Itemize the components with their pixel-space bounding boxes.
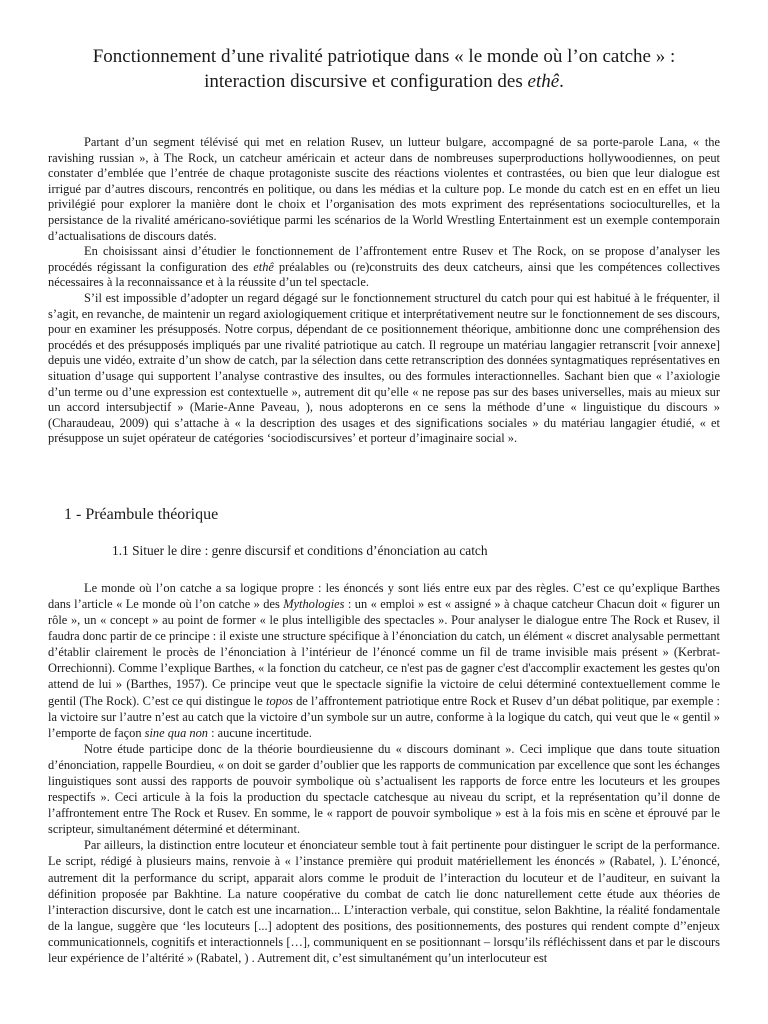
title-line-2-prefix: interaction discursive et configuration des	[204, 71, 528, 92]
intro-paragraph-3: S’il est impossible d’adopter un regard dégagé sur le fonctionnement structurel du catch pour qui est habitué à le fréquenter, il s’agit, en revanche, de maintenir un regard axiologiquement critique et interprétativement neutre sur le fonctionnement de ses discours, pour en examiner les présupposés. Notre corpus, dépendant de ce positionnement théorique, ambitionne donc une compréhension des procédés et des présupposés impliqués par une rivalité patriotique au catch. Il regroupe un matériau langagier retranscrit [voir annexe] depuis une vidéo, extraite d’un show de catch, par la sélection dans cette retranscription des données syntagmatiques représentatives en situation d’usage qui supportent l’analyse contrastive des insultes, ou des formules interactionnelles. Sachant bien que « l’axiologie d’un terme ou d’une expression est contextuelle », autrement dit qu’elle « ne repose pas sur des bases universelles, mais au mieux sur un accord intersubjectif » (Marie-Anne Paveau, ), nous adopterons en ce sens la méthode d’une « linguistique du discours » (Charaudeau, 2009) qui s’attache à « la description des usages et des significations sociales » du matériau langagier étudié, « et présuppose un sujet opérateur de catégories ‘sociodiscursives’ et porteur d’imaginaire social ».	[48, 290, 720, 446]
document-title	[48, 44, 720, 94]
section-paragraph-2: Notre étude participe donc de la théorie bourdieusienne du « discours dominant ». Ceci implique que dans toute situation d’énonciation, rappelle Bourdieu, « on doit se garder d’oublier que les rapports de communication par excellence que sont les échanges linguistiques sont aussi des rapports de pouvoir symbolique où s’actualisent les rapports de force entre les locuteurs et les groupes respectifs ». Ceci articule à la fois la production du spectacle catchesque au niveau du script, et la représentation qu’il donne de l’affrontement entre The Rock et Rusev. En somme, le « rapport de pouvoir symbolique » est à la fois mis en scène et éprouvé par le scripteur, simultanément déterminé et déterminant.	[48, 741, 720, 837]
section-heading: 1 - Préambule théorique	[64, 505, 219, 523]
section-paragraph-3: Par ailleurs, la distinction entre locuteur et énonciateur semble tout à fait pertinente pour distinguer le script de la performance. Le script, rédigé à plusieurs mains, renvoie à « l’instance première qui produit matériellement les énoncés » (Rabatel, ). L’énoncé, autrement dit la performance du script, apparait alors comme le produit de l’interaction du locuteur et de l’auditeur, en suivant la définition proposée par Bakhtine. La nature coopérative du combat de catch lie donc naturellement cette étude aux théories de l’interaction discursive, dont le catch est une incarnation... L’interaction verbale, qui constitue, selon Bakhtine, la réalité fondamentale de la langue, suggère que ‘les locuteurs [...] adoptent des positions, des positionnements, des postures qui rendent compte d’’enjeux communicationnels, cognitifs et interactionnels […], communiquent en se positionnant – lorsqu’ils réfléchissent dans et par le discours leur expérience de l’altérité » (Rabatel, ) . Autrement dit, c’est simultanément qu’un interlocuteur est	[48, 838, 720, 966]
subsection-heading: 1.1 Situer le dire : genre discursif et conditions d’énonciation au catch	[112, 542, 488, 558]
introduction	[48, 135, 720, 447]
title-line-1: Fonctionnement d’une rivalité patriotique dans « le monde où l’on catche » :	[92, 46, 676, 67]
title-line-2-suffix: .	[559, 71, 564, 92]
title-line-2-italic: ethê	[527, 71, 560, 92]
intro-paragraph-1: Partant d’un segment télévisé qui met en relation Rusev, un lutteur bulgare, accompagné de sa porte-parole Lana, « the ravishing russian », à The Rock, un catcheur américain et acteur dans de nombreuses superproductions hollywoodiennes, on peut constater d’emblée que l’entrée de chaque protagoniste suscite des réactions violentes et contrastées, ou bien que leur dialogue est irrigué par d’autres discours, rencontrés en politique, ou dans les médias et la culture pop. Le monde du catch est en en effet un lieu privilégié pour explorer la manière dont le choix et l’organisation des mots expriment des représentations socioculturelles, et la persistance de la rivalité américano-soviétique parmi les scénarios de la World Wrestling Entertainment est un exemple contemporain d’actualisations de discours datés.	[48, 135, 720, 243]
section-body	[48, 580, 720, 966]
section-paragraph-1: Le monde où l’on catche a sa logique propre : les énoncés y sont liés entre eux par des règles. C’est ce qu’explique Barthes dans l’article « Le monde où l’on catche » des Mythologies : un « emploi » est « assigné » à chaque catcheur Chacun doit « figurer un rôle », un « concept » au point de former « le plus intelligible des spectacles ». Pour analyser le dialogue entre The Rock et Rusev, il faudra donc partir de ce principe : il existe une structure spécifique à l’énonciation du catch, un élément « discret analysable permettant d’établir clairement le procès de l’énonciation à l’intérieur de l’énoncé comme un fil de trame invisible mais présent » (Kerbrat-Orrechionni). Comme l’explique Barthes, « la fonction du catcheur, ce n'est pas de gagner c'est d'accomplir exactement les gestes qu'on attend de lui » (Barthes, 1957). Ce principe veut que le spectacle signifie la victoire de celui déterminé contextuellement comme le gentil (The Rock). C’est ce qui distingue le topos de l’affrontement patriotique entre Rock et Rusev d’un débat politique, par exemple : la victoire sur l’autre n’est au catch que la victoire d’un symbole sur un autre, conforme à la logique du catch, qui veut que le « gentil » l’emporte de façon sine qua non : aucune incertitude.	[48, 580, 720, 740]
intro-paragraph-2: En choisissant ainsi d’étudier le fonctionnement de l’affrontement entre Rusev et The Rock, on se propose d’analyser les procédés régissant la configuration des ethê préalables ou (re)construits des deux catcheurs, ainsi que les compétences collectives nécessaires à la reconnaissance et à la réussite d’un tel spectacle.	[48, 244, 720, 290]
